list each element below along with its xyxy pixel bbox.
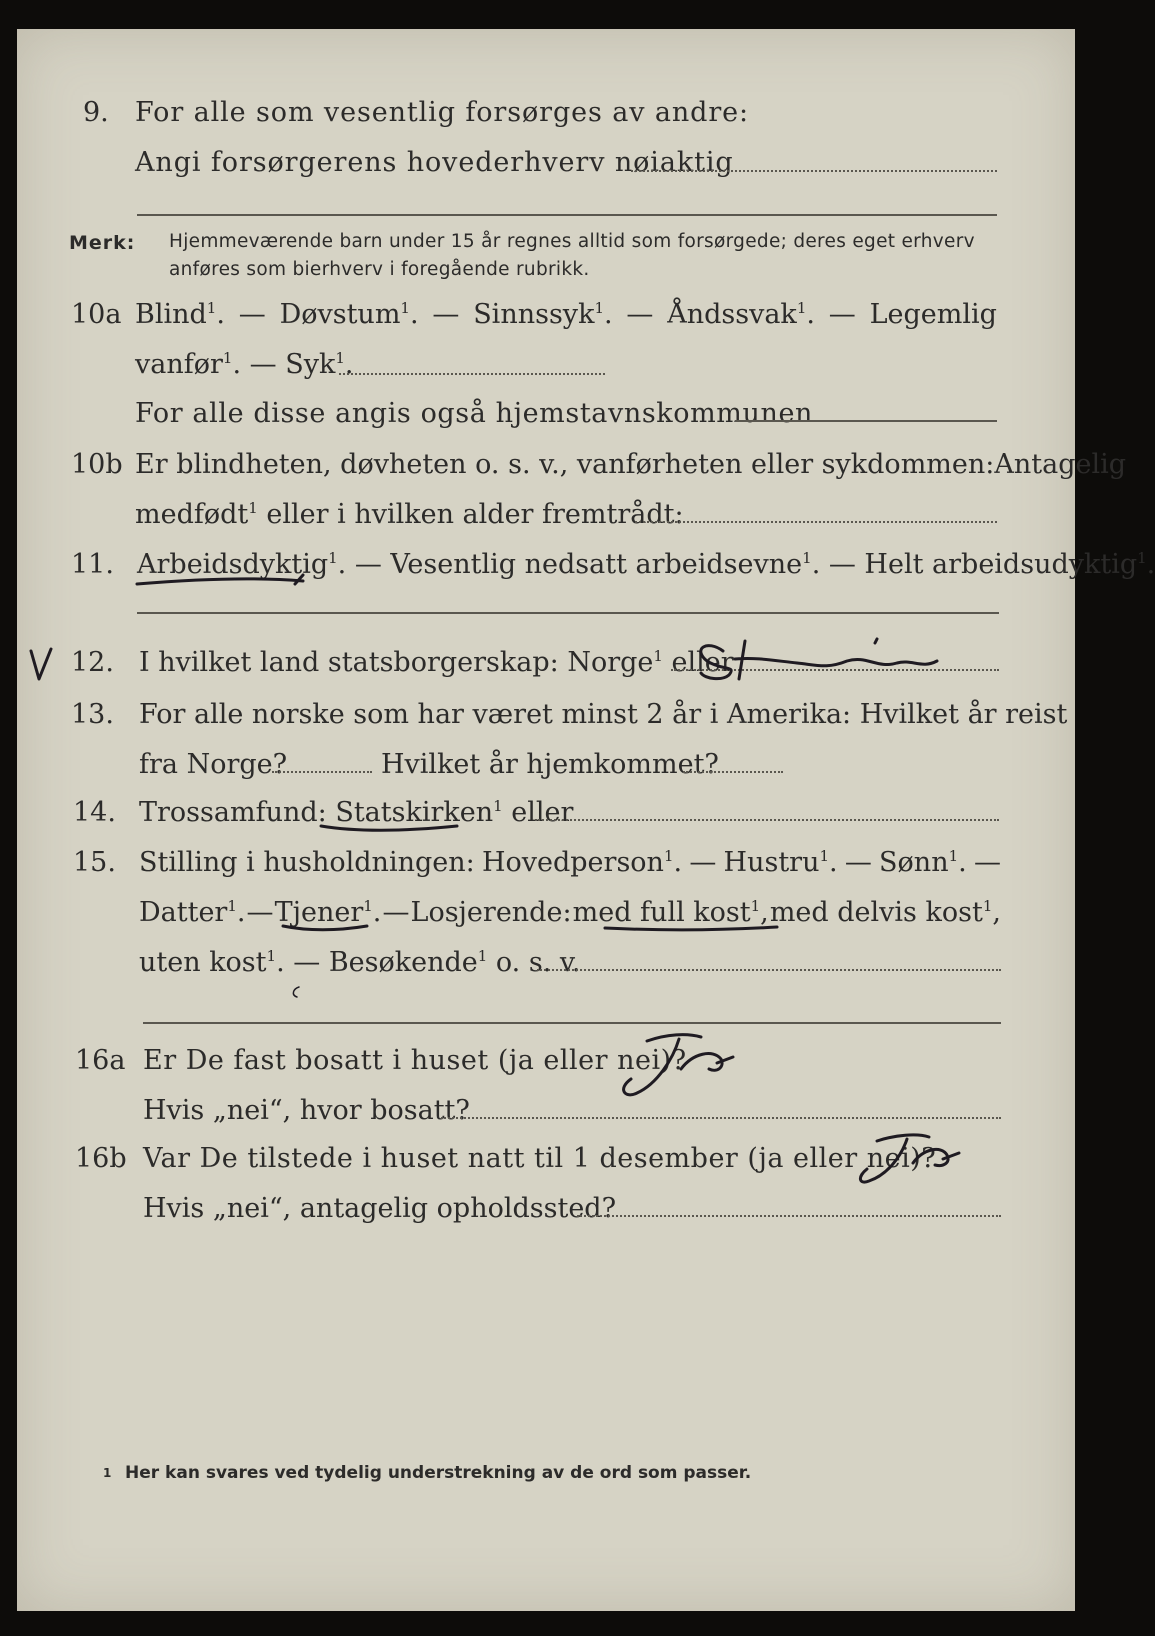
option-nedsatt: . — Vesentlig nedsatt arbeidsevne bbox=[337, 549, 803, 580]
merk-line1: Hjemmeværende barn under 15 år regnes alltid som forsørgede; deres eget erhverv bbox=[169, 231, 975, 252]
option-andssvak: Åndssvak bbox=[667, 299, 797, 330]
item-number-13: 13. bbox=[71, 699, 114, 730]
option-besokende: Besøkende bbox=[328, 947, 478, 978]
q15-line3: uten kost$^1$. — Besøkende$^1$ o. s. v. bbox=[139, 947, 581, 978]
option-sinnssyk: Sinnssyk bbox=[473, 299, 595, 330]
census-form-page bbox=[17, 29, 1155, 1611]
item-number-16b: 16b bbox=[75, 1143, 127, 1174]
q9-line1: For alle som vesentlig forsørges av andre: bbox=[135, 97, 750, 128]
option-hovedperson: Hovedperson bbox=[481, 847, 664, 878]
q10a-line1: Blind$^1$. — Døvstum$^1$. — Sinnssyk$^1$. — Åndssvak$^1$. — Legemlig bbox=[135, 299, 997, 330]
q11-line: Arbeidsdyktig$^1$ . — Vesentlig nedsatt arbeidsevne$^1$ . — Helt arbeidsudyktig$^1$. bbox=[137, 549, 1155, 580]
option-legemlig: Legemlig bbox=[869, 299, 997, 330]
q12-line: I hvilket land statsborgerskap: Norge$^1$ eller bbox=[139, 647, 734, 678]
option-dovstum: Døvstum bbox=[279, 299, 401, 330]
option-syk: Syk bbox=[285, 349, 336, 380]
q13-fra-norge: fra Norge? bbox=[139, 749, 288, 780]
item-number-10a: 10a bbox=[71, 299, 122, 330]
item-number-15: 15. bbox=[73, 847, 116, 878]
item-number-14: 14. bbox=[73, 797, 116, 828]
footnote-text: Her kan svares ved tydelig understrekning av de ord som passer. bbox=[125, 1463, 752, 1483]
option-datter: Datter bbox=[139, 897, 228, 928]
handwritten-ja-16b bbox=[860, 1135, 959, 1182]
item-number-10b: 10b bbox=[71, 449, 123, 480]
q16b-line1: Var De tilstede i huset natt til 1 desember (ja eller nei)? bbox=[143, 1143, 937, 1174]
q13-hjemkommet: Hvilket år hjemkommet? bbox=[381, 749, 719, 780]
handwritten-ja-16a bbox=[624, 1035, 733, 1095]
q13-line1: For alle norske som har været minst 2 år i Amerika: Hvilket år reist bbox=[139, 699, 1068, 730]
q16b-line2: Hvis „nei“, antagelig opholdssted? bbox=[143, 1193, 617, 1224]
option-statskirken: Statskirken bbox=[335, 797, 494, 828]
item-number-11: 11. bbox=[71, 549, 114, 580]
footnote-mark: 1 bbox=[103, 1466, 112, 1480]
handwritten-sverige bbox=[701, 639, 937, 679]
underline-statskirken bbox=[321, 826, 457, 830]
option-uten-kost: uten kost bbox=[139, 947, 267, 978]
option-arbeidsdyktig: Arbeidsdyktig bbox=[137, 549, 329, 580]
q9-line2: Angi forsørgerens hovederhverv nøiaktig bbox=[135, 147, 734, 178]
option-tjener: Tjener bbox=[274, 897, 364, 928]
handwriting-layer bbox=[17, 29, 1155, 1611]
option-med-full-kost: med full kost bbox=[572, 897, 751, 928]
q15-line1: Stilling i husholdningen: Hovedperson$^1$. — Hustru$^1$. — Sønn$^1$. — bbox=[139, 847, 1001, 878]
q10a-line2: vanfør$^1$. — Syk$^1$. bbox=[135, 349, 354, 380]
option-udyktig: . — Helt arbeidsudyktig bbox=[811, 549, 1138, 580]
underline-arbeidsdyktig bbox=[137, 579, 303, 584]
q10b-line1: Er blindheten, døvheten o. s. v., vanførheten eller sykdommen: Antagelig bbox=[135, 449, 1127, 480]
option-med-delvis-kost: med delvis kost bbox=[769, 897, 983, 928]
option-blind: Blind bbox=[135, 299, 207, 330]
q10b-line2: medfødt$^1$ eller i hvilken alder fremtrådt: bbox=[135, 499, 684, 530]
underline-med-full-kost bbox=[605, 927, 777, 930]
option-hustru: Hustru bbox=[723, 847, 820, 878]
merk-label: Merk: bbox=[69, 232, 136, 254]
merk-line2: anføres som bierhverv i foregående rubrikk. bbox=[169, 258, 590, 280]
item-number-9: 9. bbox=[83, 97, 109, 128]
stray-mark bbox=[293, 987, 299, 997]
option-sonn: Sønn bbox=[879, 847, 949, 878]
q16a-line1: Er De fast bosatt i huset (ja eller nei)? bbox=[143, 1045, 687, 1076]
q14-line: Trossamfund: Statskirken$^1$ eller bbox=[139, 797, 574, 828]
q10a-line3: For alle disse angis også hjemstavnskommunen bbox=[135, 398, 814, 429]
item-number-12: 12. bbox=[71, 647, 114, 678]
q15-line2: Datter$^1$. — Tjener$^1$. — Losjerende: med full kost$^1$, med delvis kost$^1$, bbox=[139, 897, 1001, 928]
checkmark-q12 bbox=[31, 649, 51, 679]
item-number-16a: 16a bbox=[75, 1045, 126, 1076]
q16a-line2: Hvis „nei“, hvor bosatt? bbox=[143, 1095, 470, 1126]
underline-tjener bbox=[283, 926, 367, 930]
option-vanfor: vanfør bbox=[135, 349, 223, 380]
